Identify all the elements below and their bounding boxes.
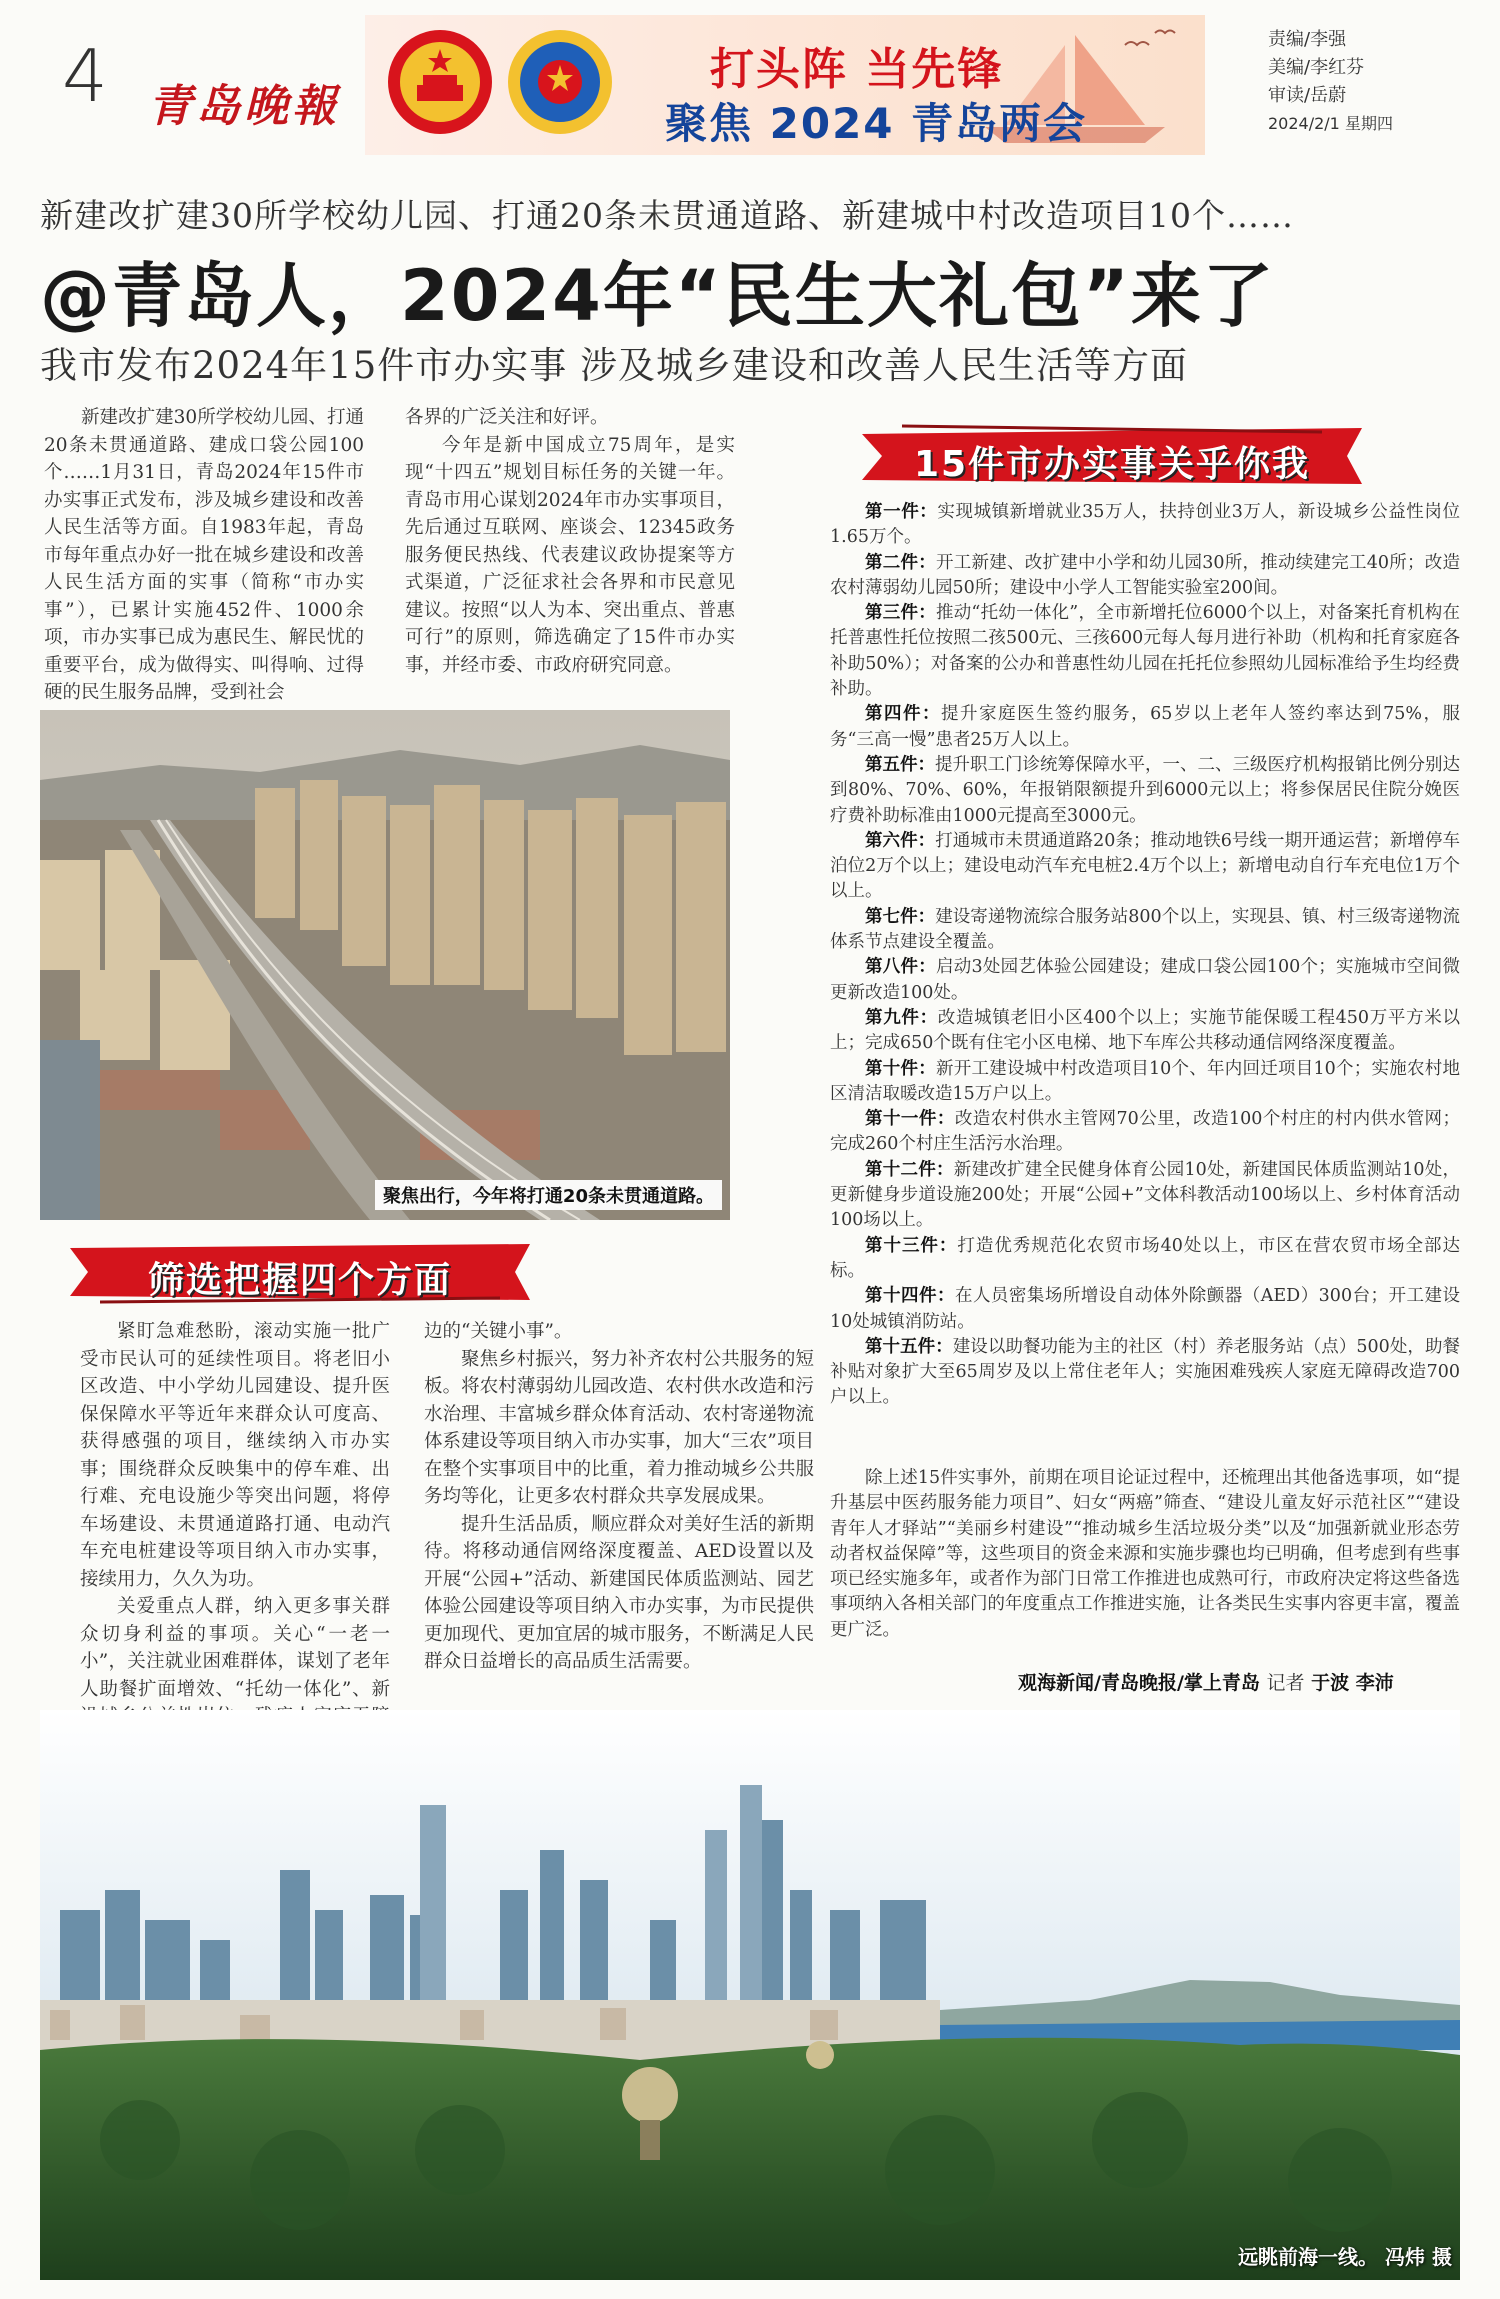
main-headline: @青岛人，2024年“民生大礼包”来了 <box>40 255 1275 337</box>
body-paragraph: 提升生活品质，顺应群众对美好生活的新期待。将移动通信网络深度覆盖、AED设置以及开展“公园+”活动、新建国民体质监测站、园艺体验公园建设等项目纳入市办实事，为市民提供更加现代、更加宜居的城市服务，不断满足人民群众日益增长的高品质生活需要。 <box>424 1513 814 1672</box>
list-item: 第十四件：在人员密集场所增设自动体外除颤器（AED）300台；开工建设10处城镇消防站。 <box>830 1286 1461 1332</box>
list-item: 第十件：新开工建设城中村改造项目10个、年内回迁项目10个；实施农村地区清洁取暖改造15万户以上。 <box>830 1058 1460 1104</box>
closing-paragraph <box>830 1466 1460 1643</box>
page-number: 4 <box>62 34 108 118</box>
list-item: 第十三件：打造优秀规范化农贸市场40处以上，市区在营农贸市场全部达标。 <box>830 1235 1460 1281</box>
list-item: 第五件：提升职工门诊统筹保障水平，一、二、三级医疗机构报销比例分别达到80%、70%、60%，年报销限额提升到6000元以上；将参保居民住院分娩医疗费补助标准由1000元提高至3000元。 <box>830 754 1460 826</box>
list-item: 第六件：打通城市未贯通道路20条；推动地铁6号线一期开通运营；新增停车泊位2万个以上；建设电动汽车充电桩2.4万个以上；新增电动自行车充电位1万个以上。 <box>830 830 1461 902</box>
headline-kicker: 新建改扩建30所学校幼儿园、打通20条未贯通道路、新建城中村改造项目10个…… <box>40 196 1294 235</box>
newspaper-logo: 青岛晚報 <box>148 81 340 132</box>
national-emblem-icon <box>385 27 495 137</box>
list-item: 第九件：改造城镇老旧小区400个以上；实施节能保暖工程450万平方米以上；完成650个既有住宅小区电梯、地下车库公共移动通信网络深度覆盖。 <box>830 1007 1460 1054</box>
list-item: 第四件：提升家庭医生签约服务，65岁以上老年人签约率达到75%，服务“三高一慢”患者25万人以上。 <box>830 704 1460 750</box>
section-title: 筛选把握四个方面 <box>147 1260 452 1301</box>
list-item: 第一件：实现城镇新增就业35万人，扶持创业3万人，新设城乡公益性岗位1.65万个。 <box>830 502 1460 548</box>
body-paragraph: 除上述15件实事外，前期在项目论证过程中，还梳理出其他备选事项，如“提升基层中医药服务能力项目”、妇女“两癌”筛查、“建设儿童友好示范社区”“建设青年人才驿站”“美丽乡村建设”“推动城乡生活垃圾分类”以及“加强新就业形态劳动者权益保障”等，这些项目的资金来源和实施步骤也均已明确，但考虑到有些事项已经实施多年，或者作为部门日常工作推进也成熟可行，市政府决定将这些备选事项纳入各相关部门的年度重点工作推进实施，让各类民生实事内容更丰富，覆盖更广泛。 <box>830 1468 1460 1640</box>
body-paragraph: 关爱重点人群，纳入更多事关群众切身利益的事项。关心“一老一小”，关注就业困难群体，谋划了老年人助餐扩面增效、“托幼一体化”、新 <box>80 1596 390 1700</box>
skyline-photo <box>40 1710 1460 2280</box>
banner-subtitle: 聚焦 2024 青岛两会 <box>665 99 1088 148</box>
editor-name: 责编/李强 <box>1268 29 1347 50</box>
intro-column-1 <box>44 404 364 707</box>
intro-paragraph: 新建改扩建30所学校幼儿园、打通20条未贯通道路、建成口袋公园100个……1月31日，青岛2024年15件市办实事正式发布，涉及城乡建设和改善人民生活等方面。自1983年起，青岛市每年重点办好一批在城乡建设和改善人民生活方面的实事（简称“市办实事”），已累计实施452件、1000余项，市办实事已成为惠民生、解民忧的重要平台，成为做得实、叫得响、过得硬的民生服务品牌，受到社会 <box>44 407 364 703</box>
list-item: 第十二件：新建改扩建全民健身体育公园10处，新建国民体质监测站10处，更新健身步道设施200处；开展“公园+”文体科教活动100场以上、乡村体育活动100场以上。 <box>830 1159 1460 1231</box>
section-banner-four-aspects <box>70 1240 530 1304</box>
body-paragraph: 紧盯急难愁盼，滚动实施一批广受市民认可的延续性项目。将老旧小区改造、中小学幼儿园建设、提升医保保障水平等近年来群众认可度高、获得感强的项目，继续纳入市办实事；围绕群众反映集中的停车难、出行难、充电设施少等突出问题，将停车场建设、未贯通道路打通、电动汽车充电桩建设等项目纳入市办实事，接续用力，久久为功。 <box>80 1321 390 1590</box>
lower-column-2 <box>424 1318 814 1676</box>
body-paragraph: 聚焦乡村振兴，努力补齐农村公共服务的短板。将农村薄弱幼儿园改造、农村供水改造和污水治理、丰富城乡群众体育活动、农村寄递物流体系建设等项目纳入市办实事，加大“三农”项目在整个实事项目中的比重，着力推动城乡公共服务均等化，让更多农村群众共享发展成果。 <box>424 1348 814 1507</box>
art-editor-name: 美编/李红芬 <box>1268 57 1365 78</box>
road-photo-illustration <box>40 710 730 1220</box>
byline-source: 观海新闻/青岛晚报/掌上青岛 <box>1018 1672 1260 1694</box>
list-item: 第十五件：建设以助餐功能为主的社区（村）养老服务站（点）500处，助餐补贴对象扩大至65周岁及以上常住老年人；实施困难残疾人家庭无障碍改造700户以上。 <box>830 1336 1460 1408</box>
body-paragraph-continued: 边的“关键小事”。 <box>424 1321 573 1342</box>
skyline-photo-illustration <box>40 1710 1460 2280</box>
list-item: 第七件：建设寄递物流综合服务站800个以上，实现县、镇、村三级寄递物流体系节点建设全覆盖。 <box>830 906 1460 953</box>
list-item: 第十一件：改造农村供水主管网70公里，改造100个村庄的村内供水管网；完成260个村庄生活污水治理。 <box>830 1109 1460 1155</box>
photo-caption: 聚焦出行，今年将打通20条未贯通道路。 <box>375 1180 722 1210</box>
byline-label: 记者 <box>1266 1672 1305 1694</box>
editor-credits <box>1268 26 1393 138</box>
cppcc-emblem-icon <box>505 27 615 137</box>
byline <box>1018 1668 1394 1695</box>
section-title: 15件市办实事关乎你我 <box>913 444 1311 485</box>
road-photo <box>40 710 730 1220</box>
conference-banner <box>365 15 1205 155</box>
intro-column-2 <box>405 404 735 679</box>
intro-paragraph-continued: 各界的广泛关注和好评。 <box>405 407 609 428</box>
fifteen-items-list <box>830 500 1460 1411</box>
list-item: 第二件：开工新建、改扩建中小学和幼儿园30所，推动续建完工40所；改造农村薄弱幼儿园50所；建设中小学人工智能实验室200间。 <box>830 552 1460 598</box>
sub-headline: 我市发布2024年15件市办实事 涉及城乡建设和改善人民生活等方面 <box>40 344 1189 387</box>
intro-paragraph: 今年是新中国成立75周年，是实现“十四五”规划目标任务的关键一年。青岛市用心谋划2024年市办实事项目，先后通过互联网、座谈会、12345政务服务便民热线、代表建议政协提案等方式渠道，广泛征求社会各界和市民意见建议。按照“以人为本、突出重点、普惠可行”的原则，筛选确定了15件市办实事，并经市委、市政府研究同意。 <box>405 434 735 676</box>
list-item: 第三件：推动“托幼一体化”，全市新增托位6000个以上，对备案托育机构在托普惠性托位按照二孩500元、三孩600元每人每月进行补助（机构和托育家庭各补助50%）；对备案的公办和普惠性幼儿园在托托位参照幼儿园标准给予生均经费补助。 <box>830 603 1460 700</box>
reviewer-name: 审读/岳蔚 <box>1268 85 1347 106</box>
byline-reporters: 于波 李沛 <box>1311 1672 1394 1694</box>
issue-date: 2024/2/1 星期四 <box>1268 114 1393 133</box>
banner-slogan: 打头阵 当先锋 <box>710 44 1004 95</box>
photo-caption: 远眺前海一线。 冯炜 摄 <box>1238 2245 1452 2269</box>
section-banner-fifteen <box>862 424 1362 488</box>
list-item: 第八件：启动3处园艺体验公园建设；建成口袋公园100个；实施城市空间微更新改造100处。 <box>830 957 1460 1003</box>
